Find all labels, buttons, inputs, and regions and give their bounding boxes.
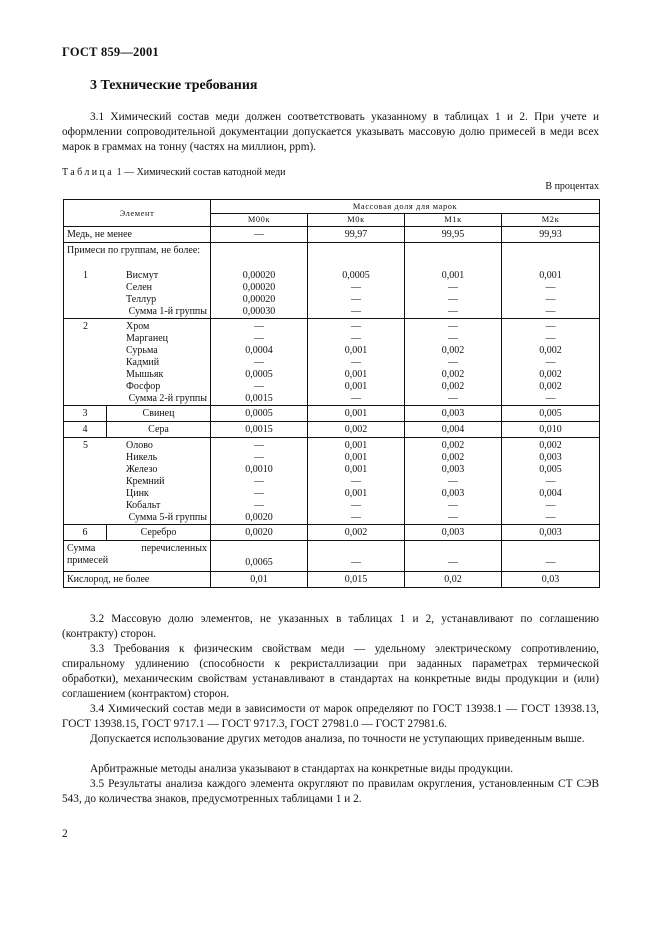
cell-value: — [545,321,556,332]
header-mass-fraction: Массовая доля для марок [211,200,600,214]
total-label: Сумма перечисленных примесей [64,541,211,572]
paragraph-3-4 [62,702,599,732]
cell-value: 0,015 [308,572,405,588]
cell-value: 0,0020 [245,512,273,523]
cell-value: 0,005 [539,464,562,475]
paragraph-3-1-text: 3.1 Химический состав меди должен соответствовать указанному в таблицах 1 и 2. При учете и оформлении сопроводительной документации допускается указывать массовую долю примесей в меди всех марок в граммах на тонну (частях на миллион, ppm). [62,111,599,153]
cell-value: 0,002 [441,381,465,392]
paragraph-3-5-text: 3.5 Результаты анализа каждого элемента округляют по правилам округления, установленным СТ СЭВ 543, до количества знаков, предусмотренных таблицами 1 и 2. [62,778,599,805]
cell-value: — [545,294,556,305]
paragraph-3-1 [62,110,599,155]
element-name: Кадмий [126,357,160,368]
paragraph-3-4-b [62,732,599,747]
cell-value: — [351,306,361,317]
element-name: Свинец [107,406,211,422]
element-name: Железо [126,464,158,475]
cell-value: — [545,476,556,487]
element-name: Олово [126,440,153,451]
group-1-values-m1k [405,243,502,319]
cell-value: — [254,488,264,499]
cell-value: — [545,393,556,404]
cell-value: 0,001 [441,270,465,281]
cell-value: — [254,452,264,463]
group-sum-label: Сумма 5-й группы [128,512,207,523]
cell-value: 0,002 [441,345,465,356]
cell-value: — [502,541,600,572]
cell-value: — [545,500,556,511]
table-row-group-2 [64,319,600,406]
grade-m00k: М00к [211,214,308,227]
chemical-composition-table [63,199,600,588]
grade-m1k: М1к [405,214,502,227]
copper-label: Медь, не менее [64,227,211,243]
copper-value: — [211,227,308,243]
cell-value: 0,004 [539,488,562,499]
cell-value: — [351,500,361,511]
group-5-elements [104,440,207,512]
cell-value: 0,003 [405,525,502,541]
cell-value: 0,00020 [242,282,276,293]
cell-value: 0,002 [441,440,465,451]
cell-value: 0,0020 [211,525,308,541]
group-2-elements [104,321,207,393]
cell-value: 0,010 [502,422,600,438]
paragraph-3-3 [62,642,599,702]
element-name: Никель [126,452,158,463]
group-number: 6 [64,525,107,541]
group-5-cell [64,438,211,525]
cell-value: — [448,294,458,305]
group-2-values-m00k [211,319,308,406]
copper-value: 99,97 [308,227,405,243]
group-5-values-m0k [308,438,405,525]
cell-value: 0,001 [344,369,368,380]
cell-value: 0,003 [539,452,562,463]
element-name: Серебро [107,525,211,541]
paragraph-3-4-b-text: Допускается использование других методов анализа, по точности не уступающих приведенным выше. [90,733,585,745]
cell-value: — [351,393,361,404]
cell-value: 0,004 [405,422,502,438]
element-name: Висмут [126,270,159,281]
paragraph-3-4-c-text: Арбитражные методы анализа указывают в стандартах на конкретные виды продукции. [90,763,514,775]
element-name: Марганец [126,333,169,344]
cell-value: — [351,333,361,344]
cell-value: — [254,357,264,368]
cell-value: — [545,512,556,523]
cell-value: 0,01 [211,572,308,588]
cell-value: 0,0015 [211,422,308,438]
group-number: 4 [64,422,107,438]
cell-value: — [254,381,264,392]
group-1-cell [64,243,211,319]
cell-value: — [448,321,458,332]
table-row-oxygen [64,572,600,588]
paragraph-3-2-text: 3.2 Массовую долю элементов, не указанных в таблицах 1 и 2, устанавливают по соглашению (контракту) сторон. [62,613,599,640]
group-5-values-m1k [405,438,502,525]
copper-value: 99,93 [502,227,600,243]
cell-value: 0,0065 [211,541,308,572]
table-row-group-5 [64,438,600,525]
table-row-copper [64,227,600,243]
group-1-elements [104,270,207,306]
paragraph-3-5 [62,777,599,807]
cell-value: 0,003 [441,464,465,475]
cell-value: — [351,512,361,523]
cell-value: 0,001 [344,345,368,356]
cell-value: — [448,393,458,404]
element-name: Хром [126,321,150,332]
table-row-total [64,541,600,572]
element-name: Сера [107,422,211,438]
cell-value: 0,02 [405,572,502,588]
paragraph-3-4-text: 3.4 Химический состав меди в зависимости от марок определяют по ГОСТ 13938.1 — ГОСТ 13938.13, ГОСТ 13938.15, ГОСТ 9717.1 — ГОСТ 9717.3, ГОСТ 27981.0 — ГОСТ 27981.6. [62,703,599,730]
cell-value: — [351,476,361,487]
cell-value: — [405,541,502,572]
table-header-row [64,200,600,214]
element-name: Сурьма [126,345,158,356]
cell-value: — [254,476,264,487]
cell-value: — [545,357,556,368]
cell-value: 0,003 [441,488,465,499]
group-2-cell [64,319,211,406]
cell-value: 0,001 [344,440,368,451]
cell-value: — [308,541,405,572]
cell-value: — [448,476,458,487]
element-name: Кремний [126,476,165,487]
cell-value: 0,001 [344,464,368,475]
element-name: Цинк [126,488,149,499]
section-title: 3 Технические требования [90,78,258,93]
cell-value: 0,002 [539,345,562,356]
group-sum-label: Сумма 1-й группы [128,306,207,317]
cell-value: 0,002 [539,440,562,451]
header-element: Элемент [64,200,211,227]
cell-value: 0,001 [344,452,368,463]
table-row-group-1 [64,243,600,319]
cell-value: — [448,512,458,523]
cell-value: — [448,282,458,293]
element-name: Кобальт [126,500,161,511]
grade-m0k: М0к [308,214,405,227]
cell-value: 0,0005 [342,270,370,281]
cell-value: 0,0005 [245,369,273,380]
cell-value: — [351,294,361,305]
cell-value: 0,03 [502,572,600,588]
cell-value: 0,002 [539,381,562,392]
cell-value: 0,00020 [242,294,276,305]
paragraph-3-2 [62,612,599,642]
group-2-values-m1k [405,319,502,406]
group-number: 1 [83,270,88,281]
copper-value: 99,95 [405,227,502,243]
cell-value: 0,001 [308,406,405,422]
cell-value: — [254,440,264,451]
element-name: Мышьяк [126,369,164,380]
group-5-values-m2k [502,438,600,525]
cell-value: 0,005 [502,406,600,422]
cell-value: — [448,306,458,317]
cell-value: 0,0004 [245,345,273,356]
oxygen-label: Кислород, не более [64,572,211,588]
cell-value: 0,002 [441,452,465,463]
element-name: Теллур [126,294,157,305]
grade-m2k: М2к [502,214,600,227]
cell-value: 0,001 [344,381,368,392]
cell-value: 0,003 [405,406,502,422]
table-row-group-4 [64,422,600,438]
cell-value: — [448,500,458,511]
table-row-group-6 [64,525,600,541]
document-header: ГОСТ 859—2001 [62,45,159,59]
cell-value: — [545,306,556,317]
group-2-values-m0k [308,319,405,406]
group-1-values-m00k [211,243,308,319]
paragraph-3-4-c [62,762,599,777]
cell-value: 0,002 [308,422,405,438]
group-2-values-m2k [502,319,600,406]
cell-value: 0,0005 [211,406,308,422]
page-number: 2 [62,828,68,840]
groups-label: Примеси по группам, не более: [67,245,201,256]
cell-value: — [448,333,458,344]
cell-value: 0,002 [539,369,562,380]
cell-value: 0,001 [539,270,562,281]
group-number: 2 [83,321,88,332]
group-5-values-m00k [211,438,308,525]
group-1-values-m2k [502,243,600,319]
cell-value: — [351,357,361,368]
cell-value: — [254,333,264,344]
cell-value: 0,002 [308,525,405,541]
table-caption-prefix: Таблица [62,167,115,178]
cell-value: 0,002 [441,369,465,380]
table-caption-text: 1 — Химический состав катодной меди [114,167,286,178]
group-number: 3 [64,406,107,422]
group-sum-label: Сумма 2-й группы [128,393,207,404]
cell-value: 0,0015 [245,393,273,404]
cell-value: — [254,321,264,332]
cell-value: — [351,282,361,293]
cell-value: 0,003 [502,525,600,541]
cell-value: 0,00030 [242,306,276,317]
cell-value: 0,0010 [245,464,273,475]
element-name: Селен [126,282,153,293]
cell-value: — [545,282,556,293]
cell-value: — [351,321,361,332]
table-row-group-3 [64,406,600,422]
table-units: В процентах [545,181,599,192]
element-name: Фосфор [126,381,161,392]
group-1-values-m0k [308,243,405,319]
cell-value: — [545,333,556,344]
cell-value: — [448,357,458,368]
cell-value: 0,001 [344,488,368,499]
group-number: 5 [83,440,88,451]
table-caption [62,167,286,178]
paragraph-3-3-text: 3.3 Требования к физическим свойствам меди — удельному электрическому сопротивлению, спиральному удлинению (способности к рекристаллизации при заданных параметрах термической обработки), механическим свойствам устанавливают в стандартах на конкретные виды продукции и (или) соглашением (контрактом) сторон. [62,643,599,700]
cell-value: — [254,500,264,511]
cell-value: 0,00020 [242,270,276,281]
